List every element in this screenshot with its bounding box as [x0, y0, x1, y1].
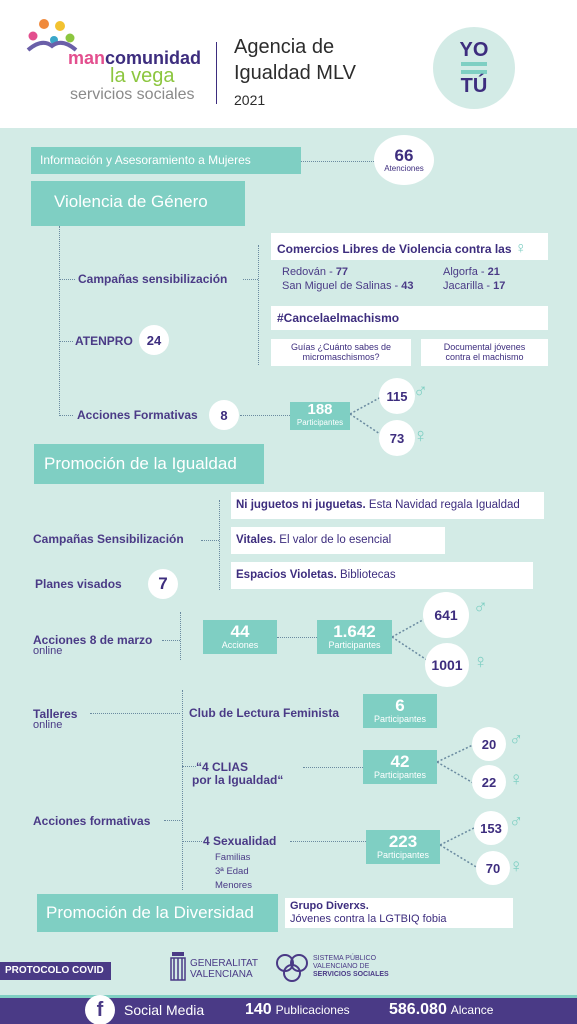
- espacios-rest: Bibliotecas: [336, 569, 396, 581]
- participantes-188-box: [290, 402, 350, 430]
- sanmiguel-count: 43: [401, 280, 414, 292]
- algorfa-count: 21: [487, 266, 500, 278]
- gva-line2: VALENCIANA: [190, 969, 253, 980]
- title-line2: Igualdad MLV: [234, 62, 356, 84]
- gva-line1: GENERALITAT: [190, 958, 258, 969]
- club-label: Club de Lectura Feminista: [189, 706, 340, 720]
- planes-circle: 7: [148, 569, 178, 599]
- protocolo-covid: PROTOCOLO COVID: [0, 962, 111, 980]
- publicaciones-label: Publicaciones: [275, 1003, 350, 1017]
- header: [0, 0, 577, 128]
- atenciones-circle: [374, 135, 434, 185]
- male-icon: ♂: [473, 596, 488, 618]
- publicaciones: [245, 1001, 350, 1019]
- female-70-circle: 70: [476, 851, 510, 885]
- servicios-sociales-text: [313, 955, 389, 979]
- female-73-circle: 73: [379, 420, 415, 456]
- alcance-label: Alcance: [450, 1003, 494, 1017]
- sex-223-box: [366, 830, 440, 864]
- formativas-circle: 8: [209, 400, 239, 430]
- male-icon: ♂: [509, 729, 524, 750]
- social-media-label: Social Media: [124, 1002, 205, 1018]
- male-115-circle: 115: [379, 378, 415, 414]
- campanas-right-connector: [243, 279, 258, 280]
- clias-42-box: [363, 750, 437, 784]
- juguetes-rest: Esta Navidad regala Igualdad: [365, 499, 520, 511]
- alcance-count: 586.080: [389, 1001, 447, 1018]
- hashtag: #Cancelaelmachismo: [277, 311, 400, 325]
- split-connector-42: [437, 740, 477, 790]
- clias-line1: “4 CLIAS: [196, 760, 249, 774]
- documental-line2: contra el machismo: [445, 352, 524, 362]
- org-name-line3: servicios sociales: [70, 86, 195, 103]
- info-asesoramiento-label: Información y Asesoramiento a Mujeres: [40, 153, 251, 167]
- servicios-sociales-logo-icon: [275, 953, 309, 983]
- org-name-man: man: [68, 48, 106, 68]
- sex-223-label: Participantes: [376, 850, 430, 860]
- marzo-sub: online: [33, 645, 63, 657]
- igualdad-title: Promoción de la Igualdad: [44, 454, 237, 473]
- guia-text: [271, 342, 411, 362]
- redovan-count: 77: [335, 266, 349, 278]
- sex-sub1: Familias: [215, 852, 251, 863]
- sanmiguel: [282, 280, 413, 292]
- talleres-sub: online: [33, 719, 63, 731]
- generalitat-logo-icon: [170, 952, 186, 984]
- campanas-connector: [59, 279, 75, 280]
- marzo-connector: [162, 640, 180, 641]
- participantes-1642-box: [317, 620, 392, 654]
- formativas-connector: [59, 415, 73, 416]
- igualdad-campanas-connector: [201, 540, 219, 541]
- female-icon: ♀: [514, 240, 527, 257]
- sex-connector: [182, 841, 202, 842]
- participantes-188-label: Participantes: [296, 418, 344, 427]
- comercios-title: [277, 240, 527, 258]
- org-name-comunidad: comunidad: [105, 48, 202, 68]
- clias-42-count: 42: [390, 752, 410, 771]
- vitales-bold: Vitales.: [236, 534, 277, 546]
- sp-line1: SISTEMA PÚBLICO: [313, 955, 377, 962]
- marzo-label: Acciones 8 de marzo: [33, 633, 153, 647]
- info-connector: [301, 161, 376, 162]
- formativas-part-connector: [240, 415, 290, 416]
- acciones-part-connector: [277, 637, 317, 638]
- sex-sub2: 3ª Edad: [215, 866, 249, 877]
- publicaciones-count: 140: [245, 1001, 272, 1018]
- male-641-circle: 641: [423, 592, 469, 638]
- header-divider: [216, 42, 217, 104]
- redovan: [282, 266, 348, 278]
- atenciones-count: 66: [394, 145, 414, 165]
- male-icon: ♂: [413, 380, 428, 402]
- atenpro-label: ATENPRO: [75, 334, 133, 348]
- acciones-44-count: 44: [230, 622, 250, 641]
- guia-line1: Guías ¿Cuánto sabes de: [290, 342, 392, 352]
- grupo-bold: Grupo Diverxs.: [290, 900, 369, 912]
- violencia-title: Violencia de Género: [54, 192, 208, 211]
- org-name-line2: la vega: [110, 65, 175, 87]
- clias-part-connector: [303, 767, 363, 768]
- acciones-formativas-label: Acciones formativas: [33, 814, 151, 828]
- acciones-44-label: Acciones: [221, 640, 259, 650]
- female-icon: ♀: [473, 651, 488, 673]
- club-6-count: 6: [395, 696, 405, 715]
- sp-line2: VALENCIANO DE: [313, 963, 370, 970]
- generalitat-text: [190, 958, 258, 980]
- documental-line1: Documental jóvenes: [443, 342, 526, 352]
- formativas-connector-2: [164, 820, 182, 821]
- participantes-1642-label: Participantes: [328, 640, 381, 650]
- campanas-right-vline: [258, 245, 259, 365]
- algorfa-label: Algorfa -: [443, 266, 488, 278]
- social-bar-top: [0, 995, 577, 998]
- sex-label: 4 Sexualidad: [203, 834, 277, 848]
- talleres-label: Talleres: [33, 707, 78, 721]
- redovan-label: Redován -: [282, 266, 336, 278]
- talleres-connector: [90, 713, 180, 714]
- female-icon: ♀: [413, 425, 428, 447]
- jacarilla: [443, 280, 505, 292]
- clias-line2: por la Igualdad“: [192, 773, 284, 787]
- vitales-text: [236, 534, 391, 546]
- sex-part-connector: [290, 841, 366, 842]
- facebook-icon[interactable]: f: [85, 995, 115, 1024]
- logo-yo: YO: [459, 39, 489, 61]
- atenciones-label: Atenciones: [384, 163, 424, 173]
- campanas-label: Campañas sensibilización: [78, 272, 228, 286]
- female-22-circle: 22: [472, 765, 506, 799]
- club-6-box: [363, 694, 437, 728]
- marzo-vline: [180, 612, 181, 660]
- comercios-title-text: Comercios Libres de Violencia contra las: [277, 242, 512, 256]
- espacios-bold: Espacios Violetas.: [236, 569, 337, 581]
- clias-connector: [182, 766, 196, 767]
- planes-label: Planes visados: [35, 577, 122, 591]
- sp-line3: SERVICIOS SOCIALES: [313, 971, 389, 978]
- diversidad-title: Promoción de la Diversidad: [46, 903, 254, 922]
- female-icon: ♀: [509, 769, 524, 790]
- alcance: [389, 1001, 493, 1019]
- clias-42-label: Participantes: [373, 770, 427, 780]
- participantes-188-count: 188: [307, 401, 333, 418]
- igualdad-lower-vline: [182, 690, 183, 890]
- participantes-1642-count: 1.642: [333, 622, 376, 641]
- male-icon: ♂: [509, 811, 524, 832]
- jacarilla-label: Jacarilla -: [443, 280, 494, 292]
- espacios-text: [236, 569, 396, 581]
- sex-sub3: Menores: [215, 880, 252, 891]
- female-icon: ♀: [509, 856, 524, 877]
- grupo-text: [290, 900, 447, 926]
- sex-223-count: 223: [388, 832, 418, 851]
- logo-tu: TÚ: [460, 75, 488, 97]
- juguetes-bold: Ni juguetos ni juguetas.: [236, 499, 366, 511]
- guia-line2: micromaschismos?: [302, 352, 380, 362]
- club-6-label: Participantes: [373, 714, 427, 724]
- igualdad-campanas-label: Campañas Sensibilización: [33, 532, 184, 546]
- juguetes-text: [236, 499, 520, 511]
- yo-tu-logo: [433, 27, 515, 109]
- equals-icon: [461, 62, 487, 74]
- jacarilla-count: 17: [493, 280, 506, 292]
- atenpro-circle: 24: [139, 325, 169, 355]
- vitales-rest: El valor de lo esencial: [276, 534, 392, 546]
- igualdad-campanas-vline: [219, 500, 220, 590]
- male-153-circle: 153: [474, 811, 508, 845]
- algorfa: [443, 266, 500, 278]
- title-line1: Agencia de: [234, 36, 335, 58]
- male-20-circle: 20: [472, 727, 506, 761]
- violencia-vline: [59, 226, 60, 416]
- female-1001-circle: 1001: [425, 643, 469, 687]
- documental-text: [421, 342, 548, 362]
- atenpro-connector: [59, 341, 73, 342]
- year: 2021: [234, 92, 266, 108]
- acciones-44-box: [203, 620, 277, 654]
- formativas-label: Acciones Formativas: [77, 408, 198, 422]
- grupo-rest: Jóvenes contra la LGTBIQ fobia: [290, 913, 447, 925]
- sanmiguel-label: San Miguel de Salinas -: [282, 280, 402, 292]
